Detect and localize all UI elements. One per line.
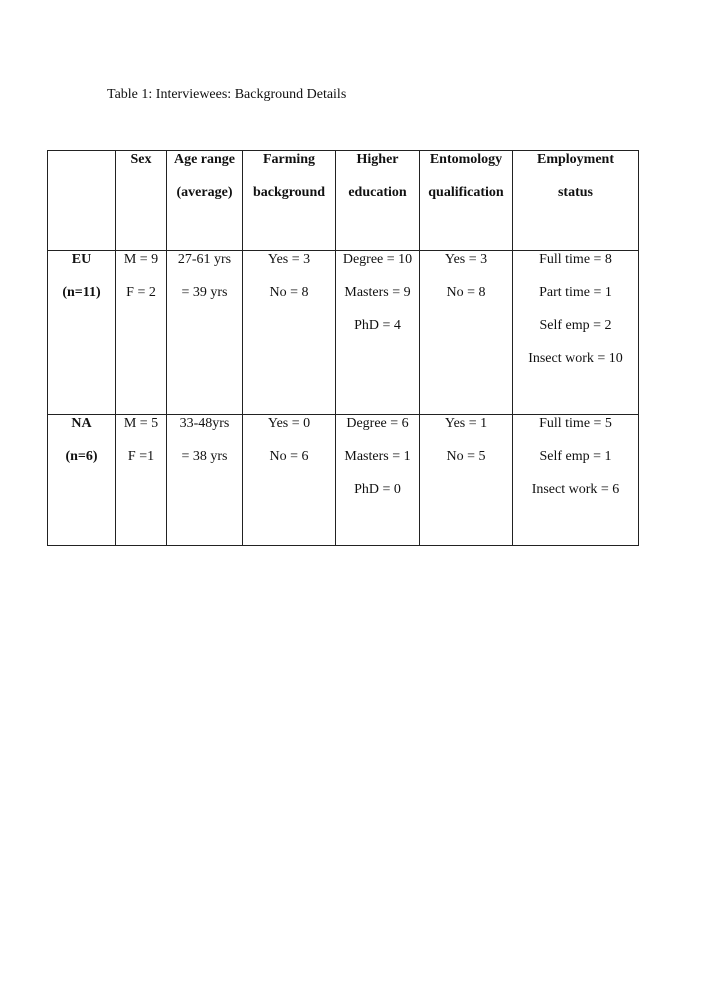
education-cell: Degree = 10 Masters = 9 PhD = 4 (336, 251, 420, 415)
header-cell-age-range: Age range (average) (167, 151, 243, 251)
age-cell: 33-48yrs = 38 yrs (167, 415, 243, 546)
farming-cell: Yes = 3 No = 8 (243, 251, 336, 415)
employment-cell: Full time = 8 Part time = 1 Self emp = 2 Insect work = 10 (513, 251, 639, 415)
entomology-cell: Yes = 3 No = 8 (420, 251, 513, 415)
header-cell-blank (48, 151, 116, 251)
group-cell: NA (n=6) (48, 415, 116, 546)
header-cell-farming: Farming background (243, 151, 336, 251)
group-cell: EU (n=11) (48, 251, 116, 415)
table-row-eu (48, 251, 639, 415)
header-cell-employment: Employment status (513, 151, 639, 251)
employment-cell: Full time = 5 Self emp = 1 Insect work = 6 (513, 415, 639, 546)
header-cell-sex: Sex (116, 151, 167, 251)
sex-cell: M = 9 F = 2 (116, 251, 167, 415)
education-cell: Degree = 6 Masters = 1 PhD = 0 (336, 415, 420, 546)
table-row-na (48, 415, 639, 546)
entomology-cell: Yes = 1 No = 5 (420, 415, 513, 546)
header-cell-entomology: Entomology qualification (420, 151, 513, 251)
background-details-table (47, 150, 639, 546)
age-cell: 27-61 yrs = 39 yrs (167, 251, 243, 415)
header-row (48, 151, 639, 251)
sex-cell: M = 5 F =1 (116, 415, 167, 546)
header-cell-higher-education: Higher education (336, 151, 420, 251)
farming-cell: Yes = 0 No = 6 (243, 415, 336, 546)
table-caption: Table 1: Interviewees: Background Details (107, 87, 347, 102)
